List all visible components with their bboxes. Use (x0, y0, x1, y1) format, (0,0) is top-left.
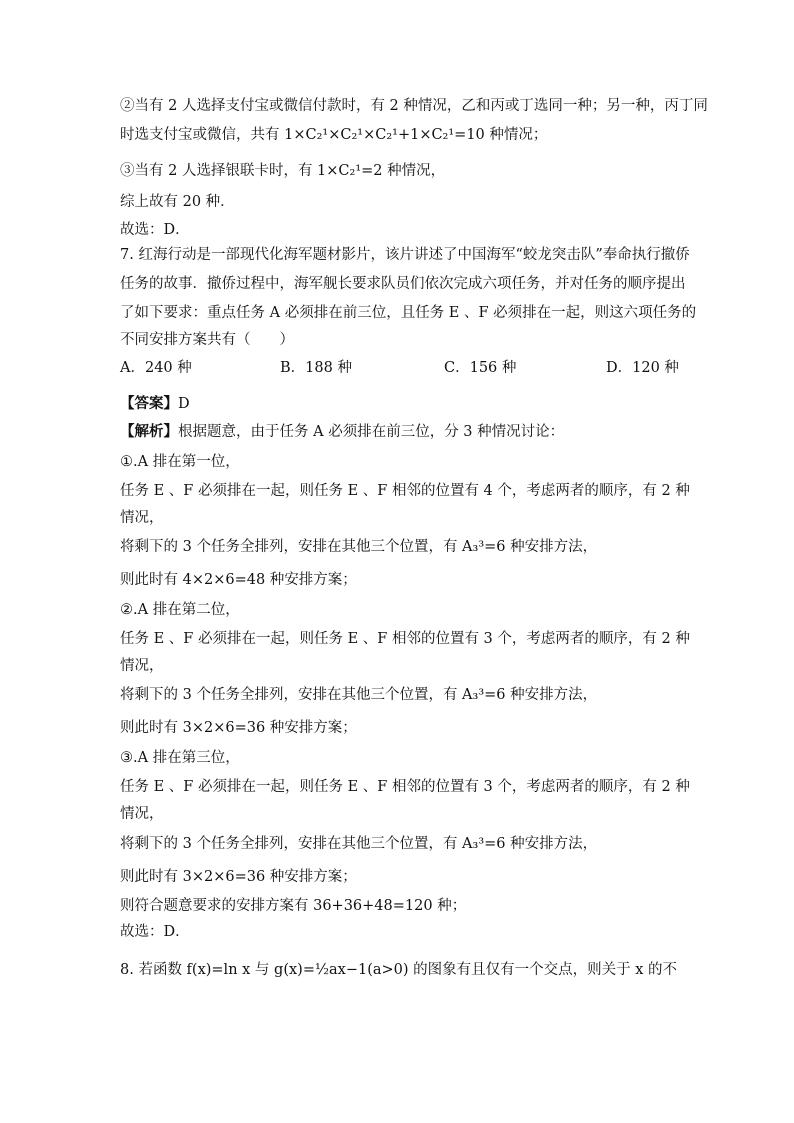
analysis-line: 任务 E 、F 必须排在一起，则任务 E 、F 相邻的位置有 3 个，考虑两者的顺序，有 2 种 (120, 779, 690, 795)
question-7-line: 任务的故事．撤侨过程中，海军舰长要求队员们依次完成六项任务，并对任务的顺序提出 (120, 276, 686, 292)
analysis-label: 【解析】 (120, 423, 178, 440)
analysis-line: 情况， (120, 510, 164, 526)
answer-line (120, 394, 680, 414)
analysis-line: ①.A 排在第一位， (120, 454, 240, 470)
analysis-line: 任务 E 、F 必须排在一起，则任务 E 、F 相邻的位置有 3 个，考虑两者的顺序，有 2 种 (120, 631, 690, 647)
analysis-line: 则此时有 3×2×6=36 种安排方案； (120, 720, 357, 736)
option-b: B．188 种 (280, 360, 352, 376)
analysis-line: 故选：D． (120, 924, 190, 940)
analysis-line: 情况， (120, 658, 164, 674)
option-a: A．240 种 (120, 360, 192, 376)
analysis-line: 则符合题意要求的安排方案有 36+36+48=120 种； (120, 898, 467, 914)
analysis-line: ③.A 排在第三位， (120, 750, 240, 766)
text-line: 时选支付宝或微信，共有 1×C₂¹×C₂¹×C₂¹+1×C₂¹=10 种情况； (120, 127, 548, 143)
analysis-line (120, 422, 680, 442)
answer-options (120, 356, 680, 376)
option-c: C．156 种 (444, 360, 517, 376)
question-7-line: 了如下要求：重点任务 A 必须排在前三位，且任务 E 、F 必须排在一起，则这六项任务的 (120, 305, 697, 321)
analysis-line: 则此时有 3×2×6=36 种安排方案； (120, 869, 357, 885)
option-d: D．120 种 (606, 360, 679, 376)
analysis-text: 根据题意，由于任务 A 必须排在前三位，分 3 种情况讨论： (178, 424, 565, 440)
analysis-line: 将剩下的 3 个任务全排列，安排在其他三个位置，有 A₃³=6 种安排方法， (120, 836, 598, 852)
question-7-line: 7. 红海行动是一部现代化海军题材影片，该片讲述了中国海军“蛟龙突击队”奉命执行撤侨 (120, 247, 690, 263)
text-line: 故选：D． (120, 222, 190, 238)
analysis-line: 则此时有 4×2×6=48 种安排方案； (120, 572, 357, 588)
analysis-line: 任务 E 、F 必须排在一起，则任务 E 、F 相邻的位置有 4 个，考虑两者的顺序，有 2 种 (120, 483, 690, 499)
answer-label: 【答案】 (120, 395, 178, 412)
text-line: 综上故有 20 种． (120, 194, 235, 210)
analysis-line: ②.A 排在第二位， (120, 602, 240, 618)
answer-value: D (178, 396, 190, 412)
analysis-line: 将剩下的 3 个任务全排列，安排在其他三个位置，有 A₃³=6 种安排方法， (120, 687, 598, 703)
text-line: ②当有 2 人选择支付宝或微信付款时，有 2 种情况，乙和丙或丁选同一种；另一种，丙丁同 (120, 98, 708, 114)
question-8-line: 8. 若函数 f(x)=ln x 与 g(x)=½ax−1(a>0) 的图象有且仅有一个交点，则关于 x 的不 (120, 962, 678, 978)
text-line: ③当有 2 人选择银联卡时，有 1×C₂¹=2 种情况， (120, 163, 446, 179)
analysis-line: 将剩下的 3 个任务全排列，安排在其他三个位置，有 A₃³=6 种安排方法， (120, 539, 598, 555)
analysis-line: 情况， (120, 806, 164, 822)
question-7-line: 不同安排方案共有（ ） (120, 332, 294, 348)
